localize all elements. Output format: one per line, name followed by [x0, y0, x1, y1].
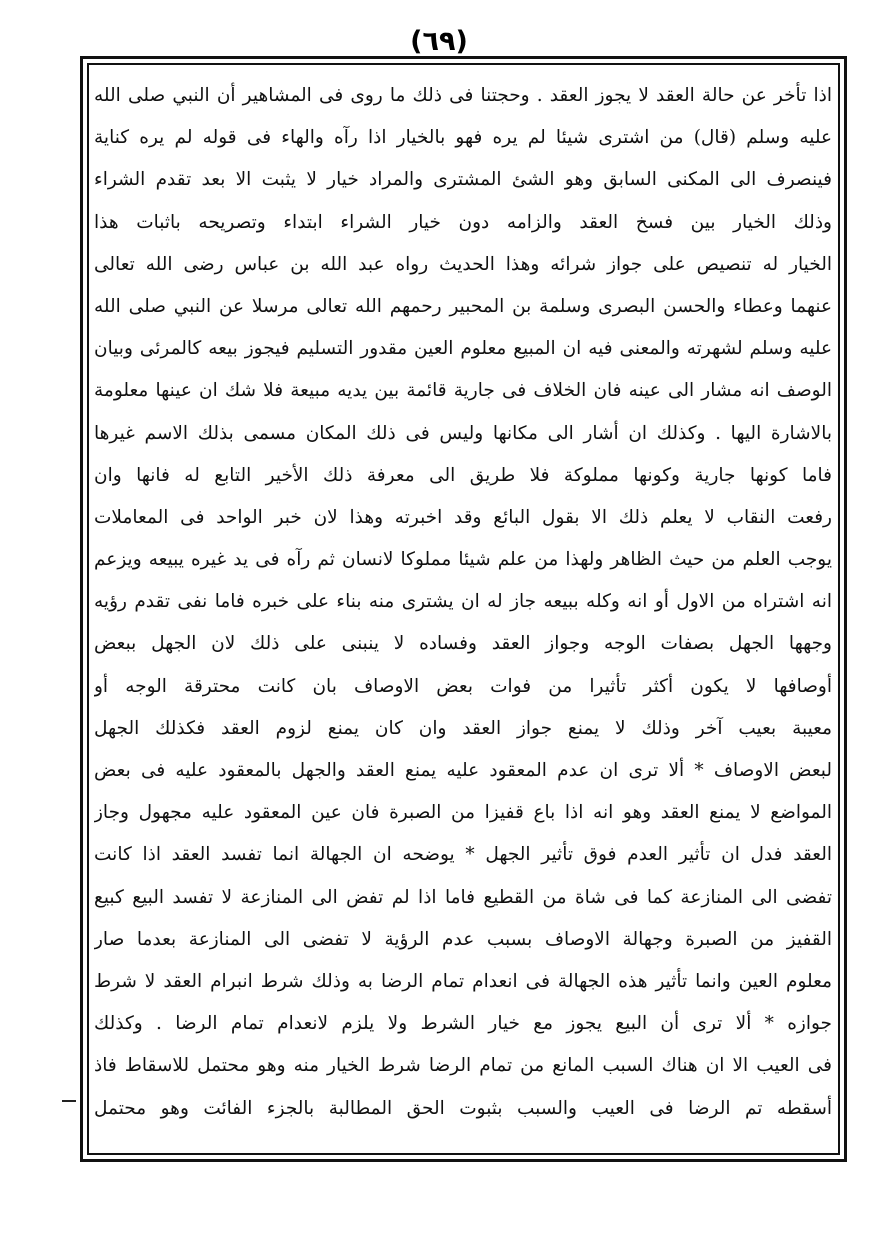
text-line: وجهها الجهل بصفات الوجه وجواز العقد وفساده لا ينبنى على ذلك لان الجهل ببعض [94, 633, 832, 655]
text-line: اذا تأخر عن حالة العقد لا يجوز العقد . وحجتنا فى ذلك ما روى فى المشاهير أن النبي صلى الله [94, 85, 832, 106]
text-line: أوصافها لا يكون أكثر تأثيرا من فوات بعض الاوصاف بان كانت محترقة الوجه أو [94, 675, 832, 697]
text-line: القفيز من الصبرة وجهالة الاوصاف بسبب عدم الرؤية لا تفضى الى المنازعة بعدما صار [94, 928, 832, 950]
body-text [94, 75, 832, 1149]
text-line: وذلك الخيار بين فسخ العقد والزامه دون خيار الشراء ابتداء وتصريحه باثبات هذا [94, 211, 832, 233]
margin-tick [62, 1100, 76, 1102]
text-line: عليه وسلم لشهرته والمعنى فيه ان المبيع معلوم العين مقدور التسليم فيجوز بيعه كالمرئى وبيان [94, 338, 832, 360]
text-line: أسقطه تم الرضا فى العيب والسبب بثبوت الحق المطالبة بالجزء الفائت وهو محتمل [94, 1097, 832, 1119]
page-number: (٦٩) [410, 26, 468, 57]
text-line: تفضى الى المنازعة كما فى شاة من القطيع فاما اذا لم تفض الى المنازعة لا تفسد البيع كبيع [94, 886, 832, 908]
text-line: جوازه * ألا ترى أن البيع يجوز مع خيار الشرط ولا يلزم لانعدام تمام الرضا . وكذلك [94, 1013, 832, 1035]
text-line: الخيار له تنصيص على جواز شرائه وهذا الحديث رواه عبد الله بن عباس رضى الله تعالى [94, 253, 832, 275]
text-line: رفعت النقاب لا يعلم ذلك الا بقول البائع وقد اخبرته وهذا لان خبر الواحد فى المعاملات [94, 506, 832, 528]
text-line: العقد فدل ان تأثير العدم فوق تأثير الجهل * يوضحه ان الجهالة انما تفسد العقد اذا كانت [94, 844, 832, 866]
text-line: الوصف انه مشار الى عينه فان الخلاف فى جارية قائمة بين يديه مبيعة فلا شك ان عينها معلومة [94, 380, 832, 402]
text-line: المواضع لا يمنع العقد وهو انه اذا باع قفيزا من الصبرة فان عين المعقود عليه مجهول وجاز [94, 802, 832, 824]
text-line: فينصرف الى المكنى السابق وهو الشئ المشترى والمراد خيار لا يثبت الا بعد تقدم الشراء [94, 169, 832, 191]
text-line: بالاشارة اليها . وكذلك ان أشار الى مكانها وليس فى ذلك المكان مسمى بذلك الاسم غيرها [94, 422, 832, 444]
text-line: عنهما وعطاء والحسن البصرى وسلمة بن المحبير رحمهم الله تعالى مرسلا عن النبي صلى الله [94, 295, 832, 317]
text-line: فاما كونها جارية وكونها مملوكة فلا طريق الى معرفة ذلك الأخير التابع له فانها وان [94, 464, 832, 486]
text-line: انه اشتراه من الاول أو انه وكله ببيعه جاز له ان يشترى منه بناء على خبره فاما نفى تقدم رؤيه [94, 591, 832, 613]
text-line: معلوم العين وانما تأثير هذه الجهالة فى انعدام تمام الرضا به وذلك شرط انبرام العقد لا شرط [94, 970, 832, 992]
text-line: لبعض الاوصاف * ألا ترى ان عدم المعقود عليه يمنع العقد والجهل بالمعقود عليه فى بعض [94, 760, 832, 781]
text-line: فى العيب الا ان هناك السبب المانع من تمام الرضا شرط الخيار منه وهو محتمل للاسقاط فاذ [94, 1055, 832, 1077]
text-line: عليه وسلم (قال) من اشترى شيئا لم يره فهو بالخيار اذا رآه والهاء فى قوله لم يره كناية [94, 127, 832, 149]
text-line: يوجب العلم من حيث الظاهر ولهذا من علم شيئا مملوكا لانسان ثم رآه فى يد غيره يبيعه ويزعم [94, 549, 832, 571]
text-line: معيبة بعيب آخر وذلك لا يمنع جواز العقد وان كان يمنع لزوم العقد فكذلك الجهل [94, 717, 832, 739]
